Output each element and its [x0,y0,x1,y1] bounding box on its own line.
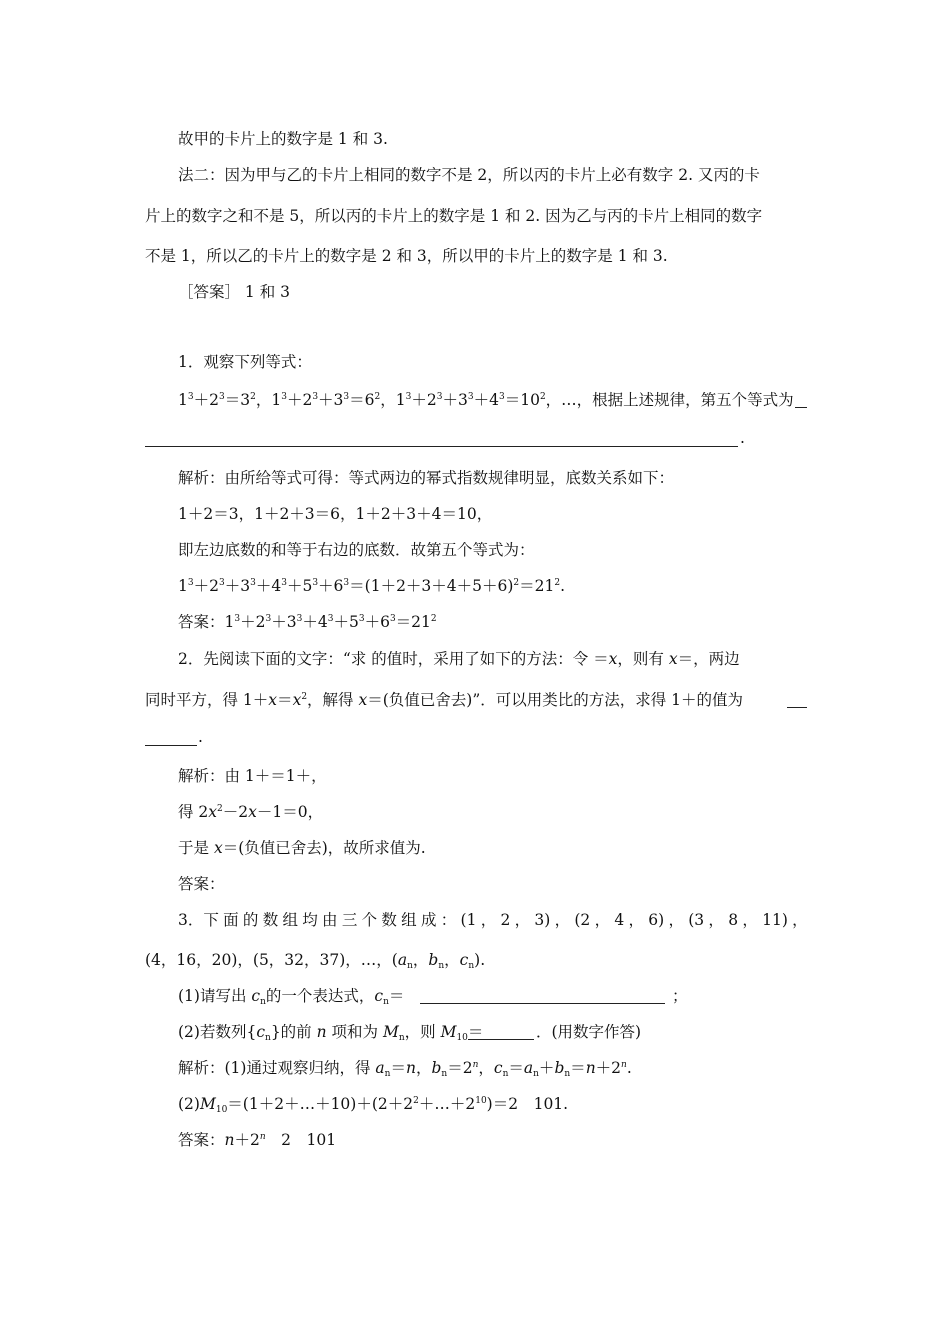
question-3-part-1: (1)请写出 $c_n$的一个表达式，$c_n=$ [178,987,405,1007]
answer-line: ［答案］ 1 和 3 [178,283,291,301]
question-2-line: 同时平方，得 $1+x=x^2$，解得 x＝(负值已舍去)”．可以用类比的方法，求得 1＋的值为 [145,691,744,709]
answer-line: 答案：$1^3+2^3+3^3+4^3+5^3+6^3=21^2$ [178,613,437,631]
text-line: 法二：因为甲与乙的卡片上相同的数字不是 2，所以丙的卡片上必有数字 2. 又丙的卡 [178,166,760,184]
question-1-equations: $1^3+2^3=3^2$，$1^3+2^3+3^3=6^2$，$1^3+2^3+3^3+4^3=10^2$，…，根据上述规律，第五个等式为 [178,391,794,409]
question-3-line: (4，16，20)，(5，32，37)，…，($a_n$，$b_n$，$c_n$). [145,951,486,971]
answer-line: 答案： [178,875,225,893]
solution-line: 于是 x＝(负值已舍去)，故所求值为. [178,839,426,857]
question-3-line: 3．下 面 的 数 组 均 由 三 个 数 组 成 ： (1 ， 2 ， 3) ， (2 ， 4 ， 6) ， (3 ， 8 ， 11) ， [178,911,808,929]
question-2-line: 2．先阅读下面的文字：“求 的值时，采用了如下的方法：令 ＝x，则有 x＝，两边 [178,650,740,668]
text-line: 故甲的卡片上的数字是 1 和 3. [178,130,388,148]
answer-line: 答案：$n+2^n$ 2 101 [178,1131,337,1149]
blank-end: . [198,728,203,746]
solution-line: 即左边底数的和等于右边的底数．故第五个等式为： [178,541,535,559]
solution-line: 解析：由所给等式可得：等式两边的幂式指数规律明显，底数关系如下： [178,469,675,487]
solution-line: 解析：由 1＋＝1＋， [178,767,327,785]
solution-line: 得 $2x^2-2x-1=0$， [178,803,324,821]
answer-blank [787,707,807,708]
answer-blank [420,1003,665,1004]
text-line: 片上的数字之和不是 5，所以丙的卡片上的数字是 1 和 2. 因为乙与丙的卡片上相同的数字 [145,207,763,225]
question-1-title: 1．观察下列等式： [178,353,312,371]
blank-end: ．(用数字作答) [536,1023,642,1041]
answer-blank [468,1039,534,1040]
solution-line: 解析：(1)通过观察归纳，得 $a_n=n$，$b_n=2^n$，$c_n=a_n+b_n=n+2^n$. [178,1059,632,1079]
solution-line: $(2)M_{10}=(1+2+\dots+10)+(2+2^2+\dots+2^{10})=2$ 101. [178,1095,569,1115]
text-line: 不是 1，所以乙的卡片上的数字是 2 和 3，所以甲的卡片上的数字是 1 和 3. [145,247,668,265]
question-3-part-2: (2)若数列$\{c_n\}$的前 n 项和为 $M_n$，则 $M_{10}=$ [178,1023,484,1043]
solution-equation: $1^3+2^3+3^3+4^3+5^3+6^3=(1+2+3+4+5+6)^2=21^2$. [178,577,566,595]
answer-blank [145,745,197,746]
blank-end: ； [672,987,688,1005]
answer-blank [795,407,807,408]
solution-line: 1＋2＝3，1＋2＋3＝6，1＋2＋3＋4＝10， [178,505,493,523]
answer-blank [145,446,738,447]
blank-end: . [740,429,745,447]
